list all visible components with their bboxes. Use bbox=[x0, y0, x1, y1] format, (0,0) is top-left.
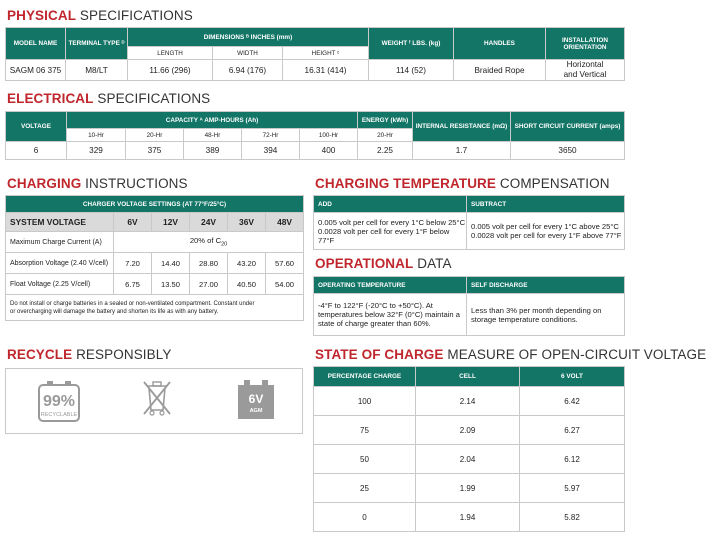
max-current-label: Maximum Charge Current (A) bbox=[6, 232, 114, 253]
table-row bbox=[314, 387, 625, 416]
float-12v: 13.50 bbox=[152, 274, 190, 295]
header-cell: CELL bbox=[416, 367, 520, 387]
header-6-volt: 6 VOLT bbox=[520, 367, 625, 387]
battery-voltage: 6V bbox=[248, 392, 264, 406]
recyclable-percent: 99% bbox=[42, 393, 76, 410]
header-installation-orientation: INSTALLATION ORIENTATION bbox=[546, 28, 625, 60]
cell-length: 11.66 (296) bbox=[128, 60, 213, 81]
sub-48hr: 48-Hr bbox=[184, 129, 242, 142]
cell-height: 16.31 (414) bbox=[283, 60, 369, 81]
subtract-line-2: 0.0028 volt per cell for every 1°F above 77°F bbox=[471, 231, 622, 240]
table-row bbox=[314, 503, 625, 532]
cell-capacity-48hr: 389 bbox=[184, 142, 242, 160]
table-row bbox=[314, 416, 625, 445]
charging-temp-table bbox=[313, 195, 625, 250]
discharge-line-1: Less than 3% per month depending on bbox=[471, 305, 602, 315]
orientation-line-1: Horizontal bbox=[566, 60, 604, 69]
charging-note bbox=[6, 295, 304, 321]
soc-cell: 1.94 bbox=[416, 503, 520, 532]
float-36v: 40.50 bbox=[228, 274, 266, 295]
recyclable-icon bbox=[36, 379, 82, 425]
cell-weight: 114 (52) bbox=[369, 60, 454, 81]
system-voltage-6v: 6V bbox=[114, 213, 152, 232]
electrical-values bbox=[5, 141, 625, 160]
header-short-circuit: SHORT CIRCUIT CURRENT (amps) bbox=[511, 112, 625, 142]
electrical-table bbox=[5, 111, 625, 142]
cell-resistance: 1.7 bbox=[413, 142, 511, 160]
sub-length: LENGTH bbox=[128, 47, 213, 60]
recycle-title: RECYCLE RESPONSIBLY bbox=[7, 347, 172, 362]
recyclable-label: RECYCLABLE bbox=[40, 412, 78, 418]
soc-cell: 2.04 bbox=[416, 445, 520, 474]
sub-width: WIDTH bbox=[213, 47, 283, 60]
no-trash-bin-icon bbox=[140, 377, 174, 419]
soc-6volt: 6.42 bbox=[520, 387, 625, 416]
header-dimensions: DIMENSIONS ᴮ INCHES (mm) bbox=[128, 28, 369, 47]
absorption-6v: 7.20 bbox=[114, 253, 152, 274]
absorption-12v: 14.40 bbox=[152, 253, 190, 274]
temp-line-2: temperatures below 32°F (0°C) maintain a bbox=[318, 310, 460, 319]
header-model-name: MODEL NAME bbox=[6, 28, 66, 60]
state-of-charge-title: STATE OF CHARGE MEASURE OF OPEN-CIRCUIT VOLTAGE bbox=[315, 347, 706, 362]
float-24v: 27.00 bbox=[190, 274, 228, 295]
float-label: Float Voltage (2.25 V/cell) bbox=[6, 274, 114, 295]
charging-title: CHARGING INSTRUCTIONS bbox=[7, 176, 188, 191]
header-handles: HANDLES bbox=[454, 28, 546, 60]
soc-6volt: 5.97 bbox=[520, 474, 625, 503]
system-voltage-12v: 12V bbox=[152, 213, 190, 232]
header-terminal-type: TERMINAL TYPE ᴰ bbox=[66, 28, 128, 60]
float-48v: 54.00 bbox=[266, 274, 304, 295]
sub-energy-20hr: 20-Hr bbox=[358, 129, 413, 142]
cell-subtract bbox=[467, 213, 625, 250]
cell-handles: Braided Rope bbox=[454, 60, 546, 81]
add-line-2: 0.0028 volt per cell for every 1°F below 77°F bbox=[318, 226, 450, 245]
charging-note-line-2: or overcharging will damage the battery and shorten its life as with any battery. bbox=[10, 308, 219, 315]
soc-percent: 25 bbox=[314, 474, 416, 503]
soc-6volt: 6.27 bbox=[520, 416, 625, 445]
header-subtract: SUBTRACT bbox=[467, 196, 625, 213]
absorption-36v: 43.20 bbox=[228, 253, 266, 274]
battery-type: AGM bbox=[249, 408, 263, 414]
cell-energy: 2.25 bbox=[358, 142, 413, 160]
electrical-title: ELECTRICAL SPECIFICATIONS bbox=[7, 91, 211, 106]
cell-terminal: M8/LT bbox=[66, 60, 128, 81]
cell-short-circuit: 3650 bbox=[511, 142, 625, 160]
soc-6volt: 5.82 bbox=[520, 503, 625, 532]
header-energy: ENERGY (kWh) bbox=[358, 112, 413, 129]
system-voltage-label: SYSTEM VOLTAGE bbox=[6, 213, 114, 232]
physical-table bbox=[5, 27, 625, 81]
table-row bbox=[314, 474, 625, 503]
soc-percent: 0 bbox=[314, 503, 416, 532]
absorption-24v: 28.80 bbox=[190, 253, 228, 274]
header-weight: WEIGHT ᶠ LBS. (kg) bbox=[369, 28, 454, 60]
cell-width: 6.94 (176) bbox=[213, 60, 283, 81]
temp-line-3: state of charge greater than 60%. bbox=[318, 319, 431, 328]
cell-model: SAGM 06 375 bbox=[6, 60, 66, 81]
operational-table bbox=[313, 276, 625, 336]
float-6v: 6.75 bbox=[114, 274, 152, 295]
header-percentage-charge: PERCENTAGE CHARGE bbox=[314, 367, 416, 387]
max-current-subscript: 20 bbox=[221, 241, 228, 248]
sub-10hr: 10-Hr bbox=[67, 129, 126, 142]
temp-line-1: -4°F to 122°F (-20°C to +50°C). At bbox=[318, 301, 433, 310]
charger-settings-header: CHARGER VOLTAGE SETTINGS (AT 77°F/25°C) bbox=[6, 196, 304, 213]
charging-temp-title: CHARGING TEMPERATURE COMPENSATION bbox=[315, 176, 610, 191]
soc-percent: 100 bbox=[314, 387, 416, 416]
subtract-line-1: 0.005 volt per cell for every 1°C above 25°C bbox=[471, 222, 619, 231]
absorption-48v: 57.60 bbox=[266, 253, 304, 274]
cell-self-discharge bbox=[467, 294, 625, 336]
table-row bbox=[314, 445, 625, 474]
cell-voltage: 6 bbox=[6, 142, 67, 160]
sub-height: HEIGHT ᶜ bbox=[283, 47, 369, 60]
header-voltage: VOLTAGE bbox=[6, 112, 67, 142]
sub-100hr: 100-Hr bbox=[300, 129, 358, 142]
charging-table bbox=[5, 195, 304, 321]
cell-capacity-72hr: 394 bbox=[242, 142, 300, 160]
battery-icon bbox=[236, 379, 276, 421]
system-voltage-24v: 24V bbox=[190, 213, 228, 232]
sub-72hr: 72-Hr bbox=[242, 129, 300, 142]
operational-title: OPERATIONAL DATA bbox=[315, 256, 452, 271]
add-line-1: 0.005 volt per cell for every 1°C below 25°C bbox=[318, 217, 466, 227]
cell-add bbox=[314, 213, 467, 250]
soc-cell: 2.14 bbox=[416, 387, 520, 416]
system-voltage-48v: 48V bbox=[266, 213, 304, 232]
orientation-line-2: and Vertical bbox=[563, 70, 607, 79]
cell-capacity-10hr: 329 bbox=[67, 142, 126, 160]
discharge-line-2: storage temperature conditions. bbox=[471, 314, 578, 324]
soc-percent: 50 bbox=[314, 445, 416, 474]
recycle-icons-box bbox=[5, 368, 303, 434]
system-voltage-36v: 36V bbox=[228, 213, 266, 232]
soc-cell: 2.09 bbox=[416, 416, 520, 445]
header-capacity: CAPACITY ᴬ AMP-HOURS (Ah) bbox=[67, 112, 358, 129]
header-internal-resistance: INTERNAL RESISTANCE (mΩ) bbox=[413, 112, 511, 142]
physical-title: PHYSICAL SPECIFICATIONS bbox=[7, 8, 193, 23]
max-current-value: 20% of $C_{20}$ bbox=[114, 232, 304, 253]
cell-capacity-100hr: 400 bbox=[300, 142, 358, 160]
sub-20hr: 20-Hr bbox=[126, 129, 184, 142]
cell-capacity-20hr: 375 bbox=[126, 142, 184, 160]
cell-operating-temperature bbox=[314, 294, 467, 336]
state-of-charge-table bbox=[313, 366, 625, 532]
header-add: ADD bbox=[314, 196, 467, 213]
soc-6volt: 6.12 bbox=[520, 445, 625, 474]
header-operating-temperature: OPERATING TEMPERATURE bbox=[314, 277, 467, 294]
cell-orientation bbox=[546, 60, 625, 81]
soc-cell: 1.99 bbox=[416, 474, 520, 503]
soc-percent: 75 bbox=[314, 416, 416, 445]
absorption-label: Absorption Voltage (2.40 V/cell) bbox=[6, 253, 114, 274]
charging-note-line-1: Do not install or charge batteries in a sealed or non-ventilated compartment. Constant under bbox=[10, 300, 255, 307]
header-self-discharge: SELF DISCHARGE bbox=[467, 277, 625, 294]
